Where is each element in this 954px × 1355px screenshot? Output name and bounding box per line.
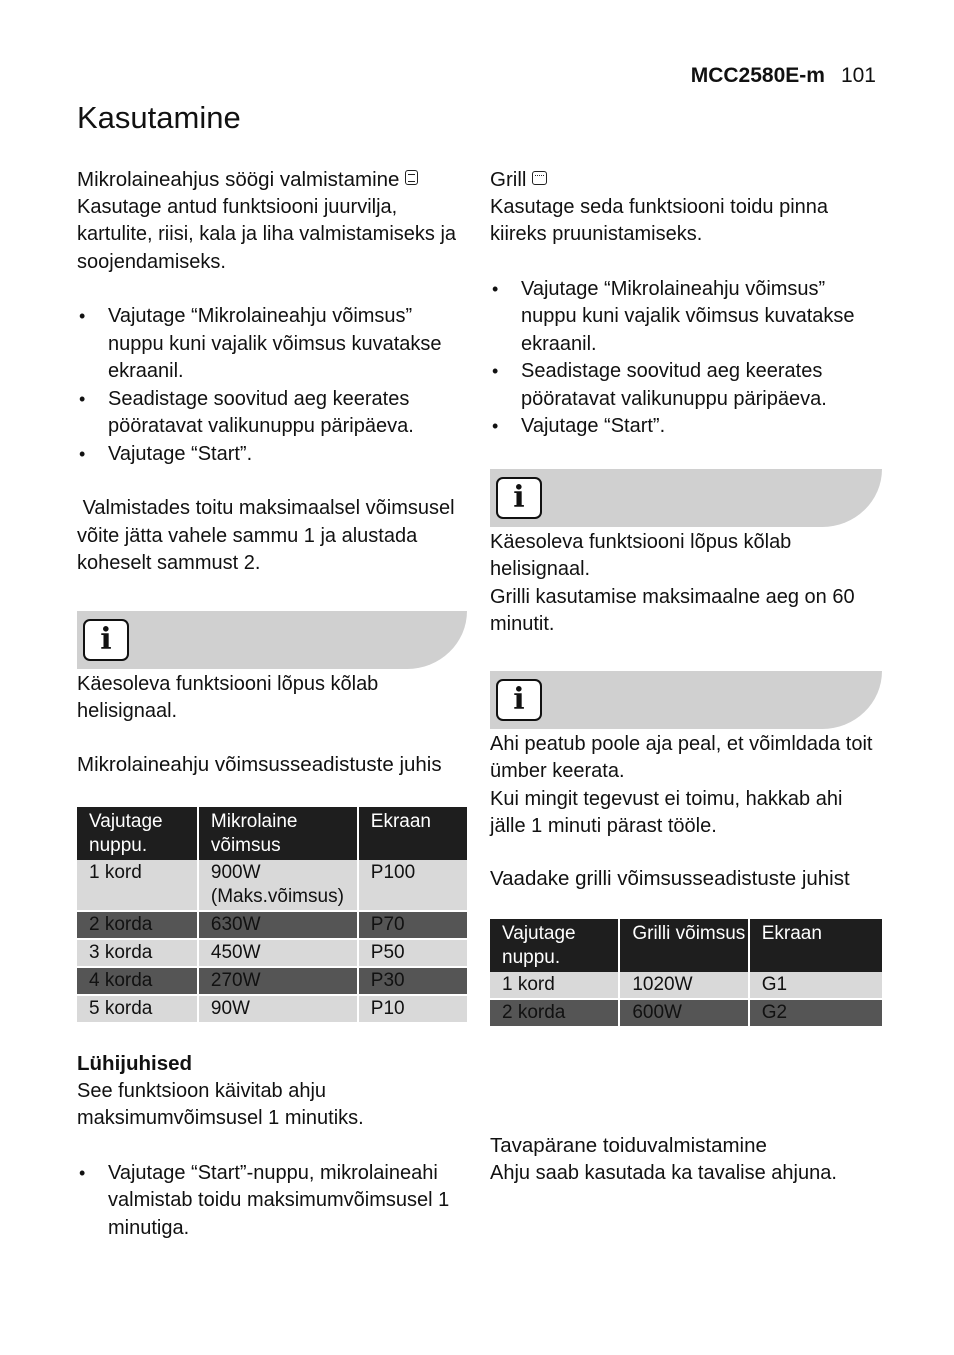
list-item: • Vajutage “Mikrolaineahju võimsus” nuppu kuni vajalik võimsus kuvatakse ekraanil. xyxy=(77,303,467,386)
info-icon: i xyxy=(496,477,542,519)
table-cell: 1020W xyxy=(619,972,748,999)
model-number: MCC2580E-m xyxy=(690,64,825,87)
table-cell: 4 korda xyxy=(77,967,198,995)
table-cell: 3 korda xyxy=(77,939,198,967)
table-cell: 1 kord xyxy=(77,860,198,911)
table-cell: P10 xyxy=(358,995,467,1023)
info-banner xyxy=(490,671,882,729)
table-cell: G2 xyxy=(749,999,882,1027)
conventional-cooking-heading: Tavapärane toiduvalmistamine xyxy=(490,1134,767,1157)
table-cell: 900W (Maks.võimsus) xyxy=(198,860,358,911)
conventional-cooking-text: Ahju saab kasutada ka tavalise ahjuna. xyxy=(490,1161,837,1184)
table-header: Ekraan xyxy=(358,807,467,860)
page-title: Kasutamine xyxy=(77,100,241,135)
table-cell: P30 xyxy=(358,967,467,995)
quick-start-heading: Lühijuhised xyxy=(77,1052,193,1075)
table-row xyxy=(77,939,467,967)
list-item: • Vajutage “Start”. xyxy=(490,413,882,441)
table-cell: 90W xyxy=(198,995,358,1023)
info-icon: i xyxy=(496,679,542,721)
table-row xyxy=(77,967,467,995)
table-header: Ekraan xyxy=(749,919,882,972)
quick-start-intro: See funktsioon käivitab ahju maksimumvõimsusel 1 minutiks. xyxy=(77,1079,364,1129)
grill-mode-icon xyxy=(532,171,547,185)
list-item: • Seadistage soovitud aeg keerates pööratavat valikunuppu päripäeva. xyxy=(490,358,882,413)
info-text: Kui mingit tegevust ei toimu, hakkab ahi jälle 1 minuti pärast tööle. xyxy=(490,787,843,837)
grill-intro: Kasutage seda funktsiooni toidu pinna kiireks pruunistamiseks. xyxy=(490,195,829,245)
info-banner xyxy=(77,611,467,669)
info-text: Ahi peatub poole aja peal, et võimldada toit ümber keerata. xyxy=(490,732,873,782)
grill-section-heading: Grill xyxy=(490,166,882,194)
list-item: • Vajutage “Start”-nuppu, mikrolaineahi valmistab toidu maksimumvõimsusel 1 minutiga. xyxy=(77,1160,467,1243)
table-header: Vajutage nuppu. xyxy=(77,807,198,860)
table-row xyxy=(77,911,467,939)
page-number: 101 xyxy=(840,64,876,87)
info-banner xyxy=(490,469,882,527)
page-header xyxy=(691,64,876,88)
table-cell: 450W xyxy=(198,939,358,967)
info-icon: i xyxy=(83,619,129,661)
list-item: • Seadistage soovitud aeg keerates pööratavat valikunuppu päripäeva. xyxy=(77,386,467,441)
grill-power-table xyxy=(490,919,882,1028)
quick-start-steps-list xyxy=(77,1160,467,1243)
microwave-section-heading: Mikrolaineahjus söögi valmistamine xyxy=(77,166,467,194)
table-header: Mikrolaine võimsus xyxy=(198,807,358,860)
list-item: • Vajutage “Mikrolaineahju võimsus” nuppu kuni vajalik võimsus kuvatakse ekraanil. xyxy=(490,276,882,359)
table-cell: P70 xyxy=(358,911,467,939)
list-item: • Vajutage “Start”. xyxy=(77,441,467,469)
table-cell: P50 xyxy=(358,939,467,967)
microwave-intro: Kasutage antud funktsiooni juurvilja, kartulite, riisi, kala ja liha valmistamiseks ja soojendamiseks. xyxy=(77,195,457,273)
table-cell: 5 korda xyxy=(77,995,198,1023)
table-header: Grilli võimsus xyxy=(619,919,748,972)
table-cell: 270W xyxy=(198,967,358,995)
microwave-steps-list xyxy=(77,303,467,468)
microwave-mode-icon xyxy=(405,170,418,185)
table-row xyxy=(490,999,882,1027)
grill-steps-list xyxy=(490,276,882,441)
left-column xyxy=(77,166,467,1242)
info-text: Käesoleva funktsiooni lõpus kõlab helisignaal. xyxy=(490,530,792,580)
info-text: Käesoleva funktsiooni lõpus kõlab helisignaal. xyxy=(77,672,379,722)
power-table-heading: Mikrolaineahju võimsusseadistuste juhis xyxy=(77,752,442,776)
info-text: Grilli kasutamise maksimaalne aeg on 60 minutit. xyxy=(490,585,855,635)
table-cell: 600W xyxy=(619,999,748,1027)
microwave-power-table xyxy=(77,807,467,1024)
table-cell: 2 korda xyxy=(77,911,198,939)
table-cell: P100 xyxy=(358,860,467,911)
table-cell: 2 korda xyxy=(490,999,619,1027)
grill-table-heading: Vaadake grilli võimsusseadistuste juhist xyxy=(490,866,850,890)
microwave-note: Valmistades toitu maksimaalsel võimsusel võite jätta vahele sammu 1 ja alustada koheselt sammust 2. xyxy=(77,497,461,574)
table-cell: G1 xyxy=(749,972,882,999)
table-row xyxy=(490,972,882,999)
right-column xyxy=(490,166,882,1187)
table-header: Vajutage nuppu. xyxy=(490,919,619,972)
table-cell: 1 kord xyxy=(490,972,619,999)
table-row xyxy=(77,860,467,911)
table-row xyxy=(77,995,467,1023)
table-cell: 630W xyxy=(198,911,358,939)
